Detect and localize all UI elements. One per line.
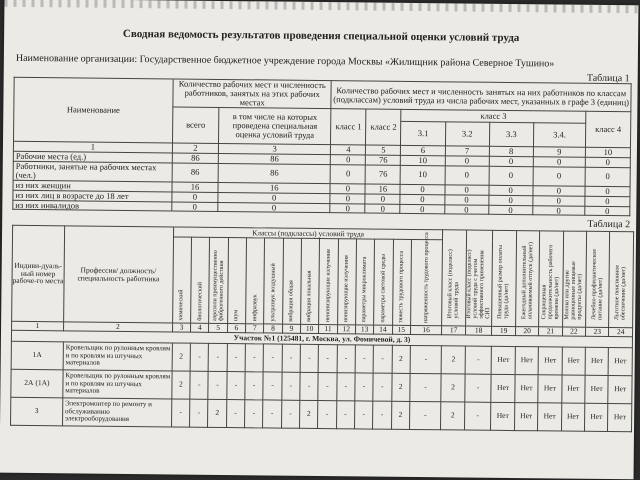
table-cell: - [281,400,300,428]
table-cell: 0 [400,194,444,204]
table-cell: Рабочие места (ед.) [13,151,172,163]
t1-header-name: Наименование [14,77,174,143]
table-cell: 24 [609,328,633,337]
table-cell: 0 [489,156,533,166]
table-cell: - [355,345,374,373]
table-cell: 13 [355,325,373,334]
table-cell: Нет [515,374,539,402]
table-cell: - [190,343,209,371]
table-cell: 3 [218,143,331,154]
table-cell: 0 [330,203,365,213]
table-cell: - [208,371,227,399]
table-cell: - [227,343,246,371]
t2-header-factor: параметры световой среды [379,253,387,323]
t2-header-factor: вибрация общая [288,279,295,322]
table-cell: Нет [538,347,562,375]
table-cell: 0 [488,205,532,215]
table-cell: Нет [515,346,539,374]
table-cell: - [171,399,190,427]
table-cell: - [318,372,337,400]
t2-header-factor: неионизирующие излучения [324,248,332,322]
t2-header-extra: Лечебно-профилактическое питание (да/нет) [591,248,604,320]
t2-header-extra: Повышенный размер оплаты труда (да/нет) [497,244,511,319]
table-cell: - [410,373,442,401]
table-cell: 14 [374,325,392,334]
table-cell: Кровельщик по рулонным кровлям и по кровлям из штучных материалов [63,342,172,371]
table-cell: Нет [608,375,632,403]
table-cell: - [209,343,228,371]
table-cell: 0 [218,202,331,213]
t1-header-3-1: 3.1 [401,121,445,145]
table-cell: 0 [445,166,489,185]
table-cell: 0 [330,183,365,193]
table-cell: 18 [465,326,492,335]
table-cell: 0 [400,204,444,214]
table-cell: 1 [13,141,172,153]
table-cell: - [318,344,337,372]
table-cell: - [373,401,392,429]
table-cell: 1А [11,341,63,370]
table-cell: Нет [562,347,586,375]
table-cell: 16 [172,182,218,192]
table-cell: - [355,373,374,401]
t2-header-extra: Льготное пенсионное обеспечение (да/нет) [614,264,628,320]
t2-header-factor: ионизирующие излучения [343,254,350,322]
table-summary [12,77,631,217]
table-cell: 0 [444,194,488,204]
t2-header-factor: инфразвук [251,293,258,321]
table-cell: 2 [63,322,172,332]
table-cell: Нет [561,403,585,431]
table-cell: - [354,401,373,429]
table-cell: - [409,401,441,429]
table-cell: Работники, занятые на рабочих местах (чел.) [13,161,172,182]
table-cell: - [410,345,442,373]
t1-header-3-2: 3.2 [445,122,489,146]
table-cell: Нет [585,347,609,375]
table-cell: 10 [300,324,318,333]
table-cell: 10 [401,165,445,184]
document-title: Сводная ведомость результатов проведения специальной оценки условий труда [122,27,520,45]
table-cell: - [245,400,264,428]
table-cell: Нет [609,347,633,375]
organization-line: Наименование организации: Государственное бюджетное учреждение города Москвы «Жилищник района Северное Тушино» [15,52,555,70]
table-cell: 2 [392,345,411,373]
table-cell: 0 [533,205,585,215]
table-cell: 0 [489,166,533,185]
t2-header-factor: напряженность трудового процесса [423,231,431,323]
table-cell: 4 [191,323,209,332]
table-cell: из них лиц в возрасте до 18 лет [13,190,172,202]
table-cell: 2 [391,401,410,429]
table-row [11,397,632,432]
table-cell: - [465,346,492,374]
table-cell: 86 [172,153,218,163]
table-cell: 5 [209,323,227,332]
table-cell: 17 [442,326,465,335]
table-cell: - [226,399,245,427]
table-cell: 2 [172,143,218,153]
table-cell: - [190,371,209,399]
table-cell: Нет [514,402,538,430]
table-cell: 9 [533,147,585,157]
table-cell: 2 [172,371,191,399]
table-cell: - [337,345,356,373]
table-cell: 6 [227,324,245,333]
table-cell: 23 [586,327,609,336]
t2-header-extra: Сокращенная продолжительность рабочего времени (да/нет) [541,244,561,320]
t1-header-3-4: 3.4. [533,123,585,148]
table-cell: 19 [492,326,515,335]
table-cell: 0 [489,195,533,205]
table-cell: 2А (1А) [11,369,63,398]
table-cell: 0 [533,185,585,195]
table-cell: - [227,371,246,399]
table-cell: 0 [585,206,630,216]
table-cell: 0 [365,194,400,204]
table-cell: 3 [11,397,63,426]
table-cell: 7 [246,324,264,333]
table1-label: Таблица 1 [586,72,630,85]
t1-header-class1: класс 1 [331,109,366,145]
table-cell: Кровельщик по рулонным кровлям и по кровлям из штучных материалов [63,370,172,399]
table-cell: 0 [445,184,489,194]
table-cell: 0 [331,155,366,165]
table-cell: 12 [337,325,355,334]
table-cell: 2 [208,399,227,427]
table-cell: 11 [319,325,337,334]
t2-header-profession: Профессия/ должность/ специальность работника [64,226,174,323]
table-cell: 4 [331,145,366,155]
t2-header-factor: аэрозоли преимущественно фиброгенного действия [211,249,225,321]
table-cell: 2 [441,346,465,374]
table-cell: 2 [441,402,465,430]
table-cell: 0 [585,157,630,167]
t1-header-class4: класс 4 [585,111,630,147]
table-cell: 16 [365,184,400,194]
t1-header-count: Количество рабочих мест и численность работников, занятых на этих рабочих местах [173,79,332,109]
table-cell: 20 [515,327,538,336]
table-cell: 9 [282,324,300,333]
table-cell: 1 [12,321,64,330]
table-cell: - [373,345,392,373]
t1-header-class2: класс 2 [366,109,401,145]
table-workplaces [10,225,634,432]
table-cell: - [281,372,300,400]
table-cell: Нет [608,403,632,431]
table-cell: 0 [585,196,630,206]
t2-header-factor: параметры микроклимата [361,256,369,323]
t2-header-factor: шум [233,309,240,321]
table-cell: 0 [533,167,585,186]
t2-header-factor: биологический [196,281,204,321]
table-cell: 0 [330,193,365,203]
table-cell: - [245,344,264,372]
table-cell: 15 [392,325,410,334]
t2-header-id: Индиви-дуаль-ный номер рабоче-го места [12,225,65,322]
t2-header-extra: Молоко или другие равноценные пищевые продукты (да/нет) [564,260,584,320]
table-cell: Нет [492,346,516,374]
t2-header-extra: Итоговый класс (подкласс) условий труда [447,248,461,318]
table-cell: - [336,373,355,401]
table-cell: 0 [533,195,585,205]
table-cell: 2 [172,343,191,371]
table-cell: - [464,402,491,430]
t1-header-classes: Количество рабочих мест и численность занятых на них работников по классам (подклассам) условий труда из числа рабочих мест, указанных в графе 3 (единиц) [331,81,631,112]
t2-header-factor: вибрация локальная [306,270,314,322]
table-cell: - [465,374,492,402]
t2-header-factor: ультразвук воздушный [269,262,277,322]
table-cell: из них женщин [13,180,172,192]
table-cell: 0 [400,184,444,194]
table-cell: 86 [218,163,331,183]
table-cell: 2 [441,374,465,402]
table-cell: 86 [172,163,218,182]
table-cell: 5 [366,145,401,155]
table-cell: 22 [562,327,585,336]
table-cell: - [300,344,319,372]
t1-header-class3: класс 3 [401,109,586,123]
table-cell: Нет [491,374,515,402]
table-cell: Нет [585,375,609,403]
table-cell: 3 [172,323,190,332]
table-cell: 2 [299,400,318,428]
table-cell: 86 [218,153,331,164]
table-cell: 76 [366,155,401,165]
table-cell: Нет [538,375,562,403]
table-cell: 2 [391,373,410,401]
table-cell: - [373,373,392,401]
table-cell: 0 [585,167,630,186]
table-cell: 8 [489,146,533,156]
table-cell: - [263,372,282,400]
table2-label: Таблица 2 [587,218,631,231]
table-cell: 16 [218,182,331,193]
table-cell: 0 [331,164,366,183]
table-cell: 6 [401,145,445,155]
t2-header-classes: Классы (подклассы) условий труда [173,227,443,240]
t2-header-factor: химический [178,288,185,321]
t1-header-total: всего [172,107,218,143]
table-cell: - [190,399,209,427]
table-cell: 0 [585,186,630,196]
table-cell: - [282,344,301,372]
table-cell: 21 [539,327,562,336]
table-cell: 7 [445,146,489,156]
table-cell: Нет [538,403,562,431]
table-cell: - [336,401,355,429]
table-cell: 0 [218,192,331,203]
t1-header-3-3: 3.3 [489,122,533,146]
table-cell: - [318,400,337,428]
table-cell: Нет [491,402,515,430]
binding-spiral [4,0,638,13]
section-header: Участок №1 (125481, г. Москва, ул. Фомичевой, д. 3) [11,330,632,348]
table-cell: 0 [444,204,488,214]
table-cell: 0 [365,204,400,214]
table-cell: 0 [445,156,489,166]
table-cell: 76 [366,165,401,184]
table-cell: 0 [489,185,533,195]
t2-header-extra: Итоговый класс (подкласс) условий труда с учетом эффективного применения СИЗ [466,248,492,319]
table-cell: Нет [561,375,585,403]
table-cell: 8 [264,324,282,333]
table-cell: - [263,344,282,372]
table-cell: - [245,372,264,400]
table-cell: 0 [172,201,218,211]
table-cell: 10 [585,147,630,157]
table-cell: - [300,372,319,400]
table-cell: 16 [410,325,442,334]
table-cell: 10 [401,155,445,165]
table-cell: из них инвалидов [13,200,172,212]
t2-header-factor: тяжесть трудового процесса [398,250,405,323]
table-cell: 0 [172,192,218,202]
t2-header-extra: Ежегодный дополнительный оплачиваемый отпуск (да/нет) [520,241,535,319]
table-cell: 0 [533,157,585,167]
table-cell: - [263,400,282,428]
table-cell: Нет [585,403,609,431]
table-cell: Электромонтер по ремонту и обслуживанию электрооборудования [62,398,171,427]
t1-header-soat: в том числе на которых проведена специальная оценка условий труда [218,107,331,144]
